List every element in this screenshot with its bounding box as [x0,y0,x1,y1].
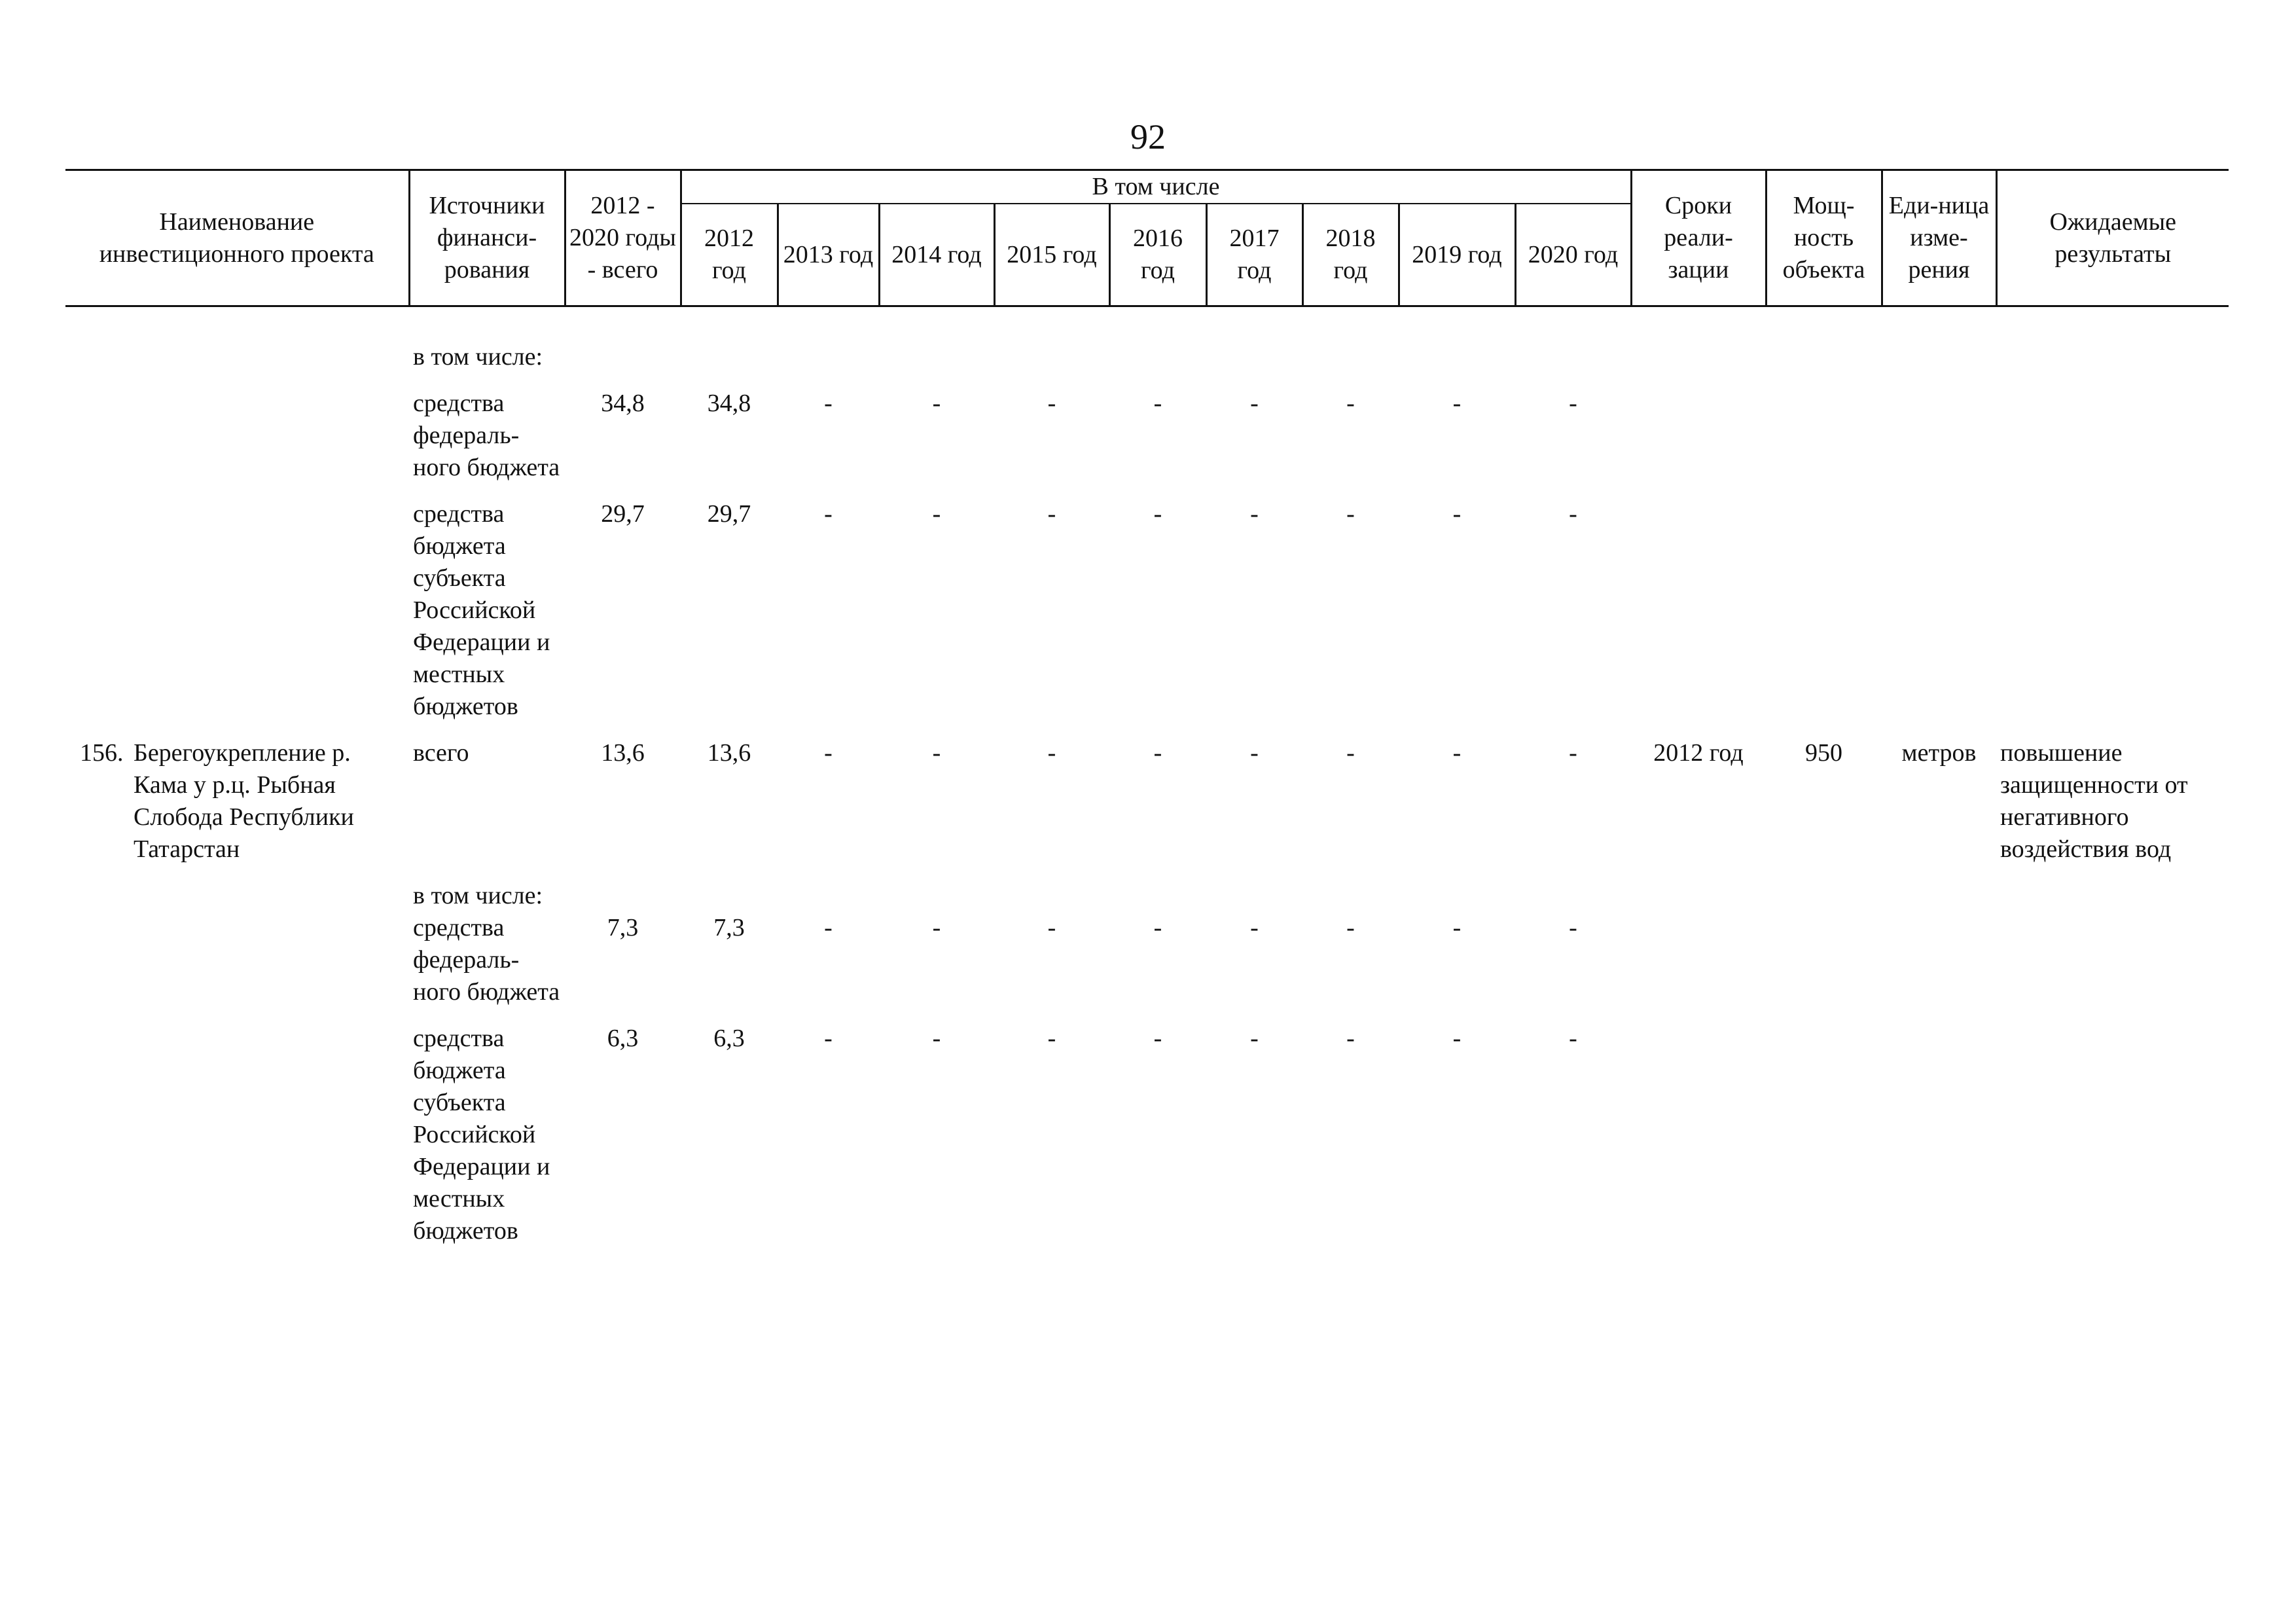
table-body [65,306,2229,1262]
year-2017-cell: - [1250,500,1259,528]
project-name: Берегоукрепление р. Кама у р.ц. Рыбная Слобода Республики Татарстан [134,739,354,863]
year-2015-cell: - [1047,739,1056,767]
header-year-2020: 2020 год [1515,204,1631,306]
unit-cell: метров [1901,739,1977,767]
year-2018-cell: - [1346,390,1355,417]
year-2014-cell: - [932,914,941,941]
year-2019-cell: - [1452,914,1462,941]
year-2015-cell: - [1047,390,1056,417]
year-2015-cell: - [1047,500,1056,528]
header-total: 2012 - 2020 годы - всего [565,170,681,306]
page-number: 92 [1130,117,1166,156]
table-header [65,170,2229,306]
total-cell: 34,8 [601,390,645,417]
capacity-cell: 950 [1805,739,1842,767]
year-2019-cell: - [1452,500,1462,528]
year-2014-cell: - [932,1025,941,1052]
year-2013-cell: - [824,914,833,941]
year-2016-cell: - [1153,914,1162,941]
year-2013-cell: - [824,390,833,417]
year-2019-cell: - [1452,1025,1462,1052]
table-row [65,498,2229,737]
total-cell: 7,3 [607,914,639,941]
project-name-cell [65,737,409,880]
year-2012-cell: 13,6 [707,739,751,767]
source-cell: средства бюджета субъекта Российской Федерации и местных бюджетов [413,1025,550,1245]
source-cell: средства федераль-ного бюджета [413,390,560,481]
year-2013-cell: - [824,500,833,528]
header-year-2015: 2015 год [994,204,1109,306]
year-2014-cell: - [932,390,941,417]
year-2018-cell: - [1346,500,1355,528]
table-row [65,388,2229,498]
header-capacity: Мощ-ность объекта [1766,170,1882,306]
year-2019-cell: - [1452,739,1462,767]
table-row [65,880,2229,1023]
year-2020-cell: - [1569,1025,1577,1052]
year-2016-cell: - [1153,739,1162,767]
year-2018-cell: - [1346,739,1355,767]
header-project-name: Наименование инвестиционного проекта [65,170,409,306]
year-2012-cell: 6,3 [713,1025,745,1052]
year-2016-cell: - [1153,390,1162,417]
year-2020-cell: - [1569,914,1577,941]
year-2014-cell: - [932,739,941,767]
source-cell: в том числе: средства федераль-ного бюджета [413,882,560,1006]
table-row [65,341,2229,388]
results-cell: повышение защищенности от негативного воздействия вод [2000,739,2188,863]
year-2012-cell: 7,3 [713,914,745,941]
header-year-2013: 2013 год [778,204,879,306]
year-2014-cell: - [932,500,941,528]
year-2017-cell: - [1250,739,1259,767]
table-row [65,737,2229,880]
year-2012-cell: 34,8 [707,390,751,417]
header-sources: Источники финанси-рования [409,170,565,306]
year-2015-cell: - [1047,914,1056,941]
year-2015-cell: - [1047,1025,1056,1052]
year-2016-cell: - [1153,500,1162,528]
year-2017-cell: - [1250,390,1259,417]
year-2016-cell: - [1153,1025,1162,1052]
header-year-2012: 2012 год [681,204,778,306]
header-year-2017: 2017 год [1206,204,1302,306]
total-cell: 29,7 [601,500,645,528]
year-2018-cell: - [1346,1025,1355,1052]
header-year-2014: 2014 год [879,204,994,306]
header-in-total: В том числе [681,170,1631,204]
year-2013-cell: - [824,1025,833,1052]
total-cell: 13,6 [601,739,645,767]
table-row [65,1023,2229,1262]
header-results: Ожидаемые результаты [1996,170,2229,306]
year-2020-cell: - [1569,500,1577,528]
item-number: 156. [80,739,124,767]
source-cell: средства бюджета субъекта Российской Федерации и местных бюджетов [413,500,550,720]
investment-projects-table [65,169,2229,1262]
year-2018-cell: - [1346,914,1355,941]
header-year-2019: 2019 год [1399,204,1515,306]
header-year-2018: 2018 год [1302,204,1399,306]
year-2020-cell: - [1569,739,1577,767]
source-cell: всего [413,739,469,767]
header-unit: Еди-ница изме-рения [1882,170,1996,306]
year-2020-cell: - [1569,390,1577,417]
total-cell: 6,3 [607,1025,639,1052]
term-cell: 2012 год [1653,739,1744,767]
year-2019-cell: - [1452,390,1462,417]
year-2012-cell: 29,7 [707,500,751,528]
header-year-2016: 2016 год [1109,204,1206,306]
source-cell: в том числе: [413,343,543,371]
year-2017-cell: - [1250,914,1259,941]
header-term: Сроки реали-зации [1631,170,1766,306]
year-2017-cell: - [1250,1025,1259,1052]
year-2013-cell: - [824,739,833,767]
